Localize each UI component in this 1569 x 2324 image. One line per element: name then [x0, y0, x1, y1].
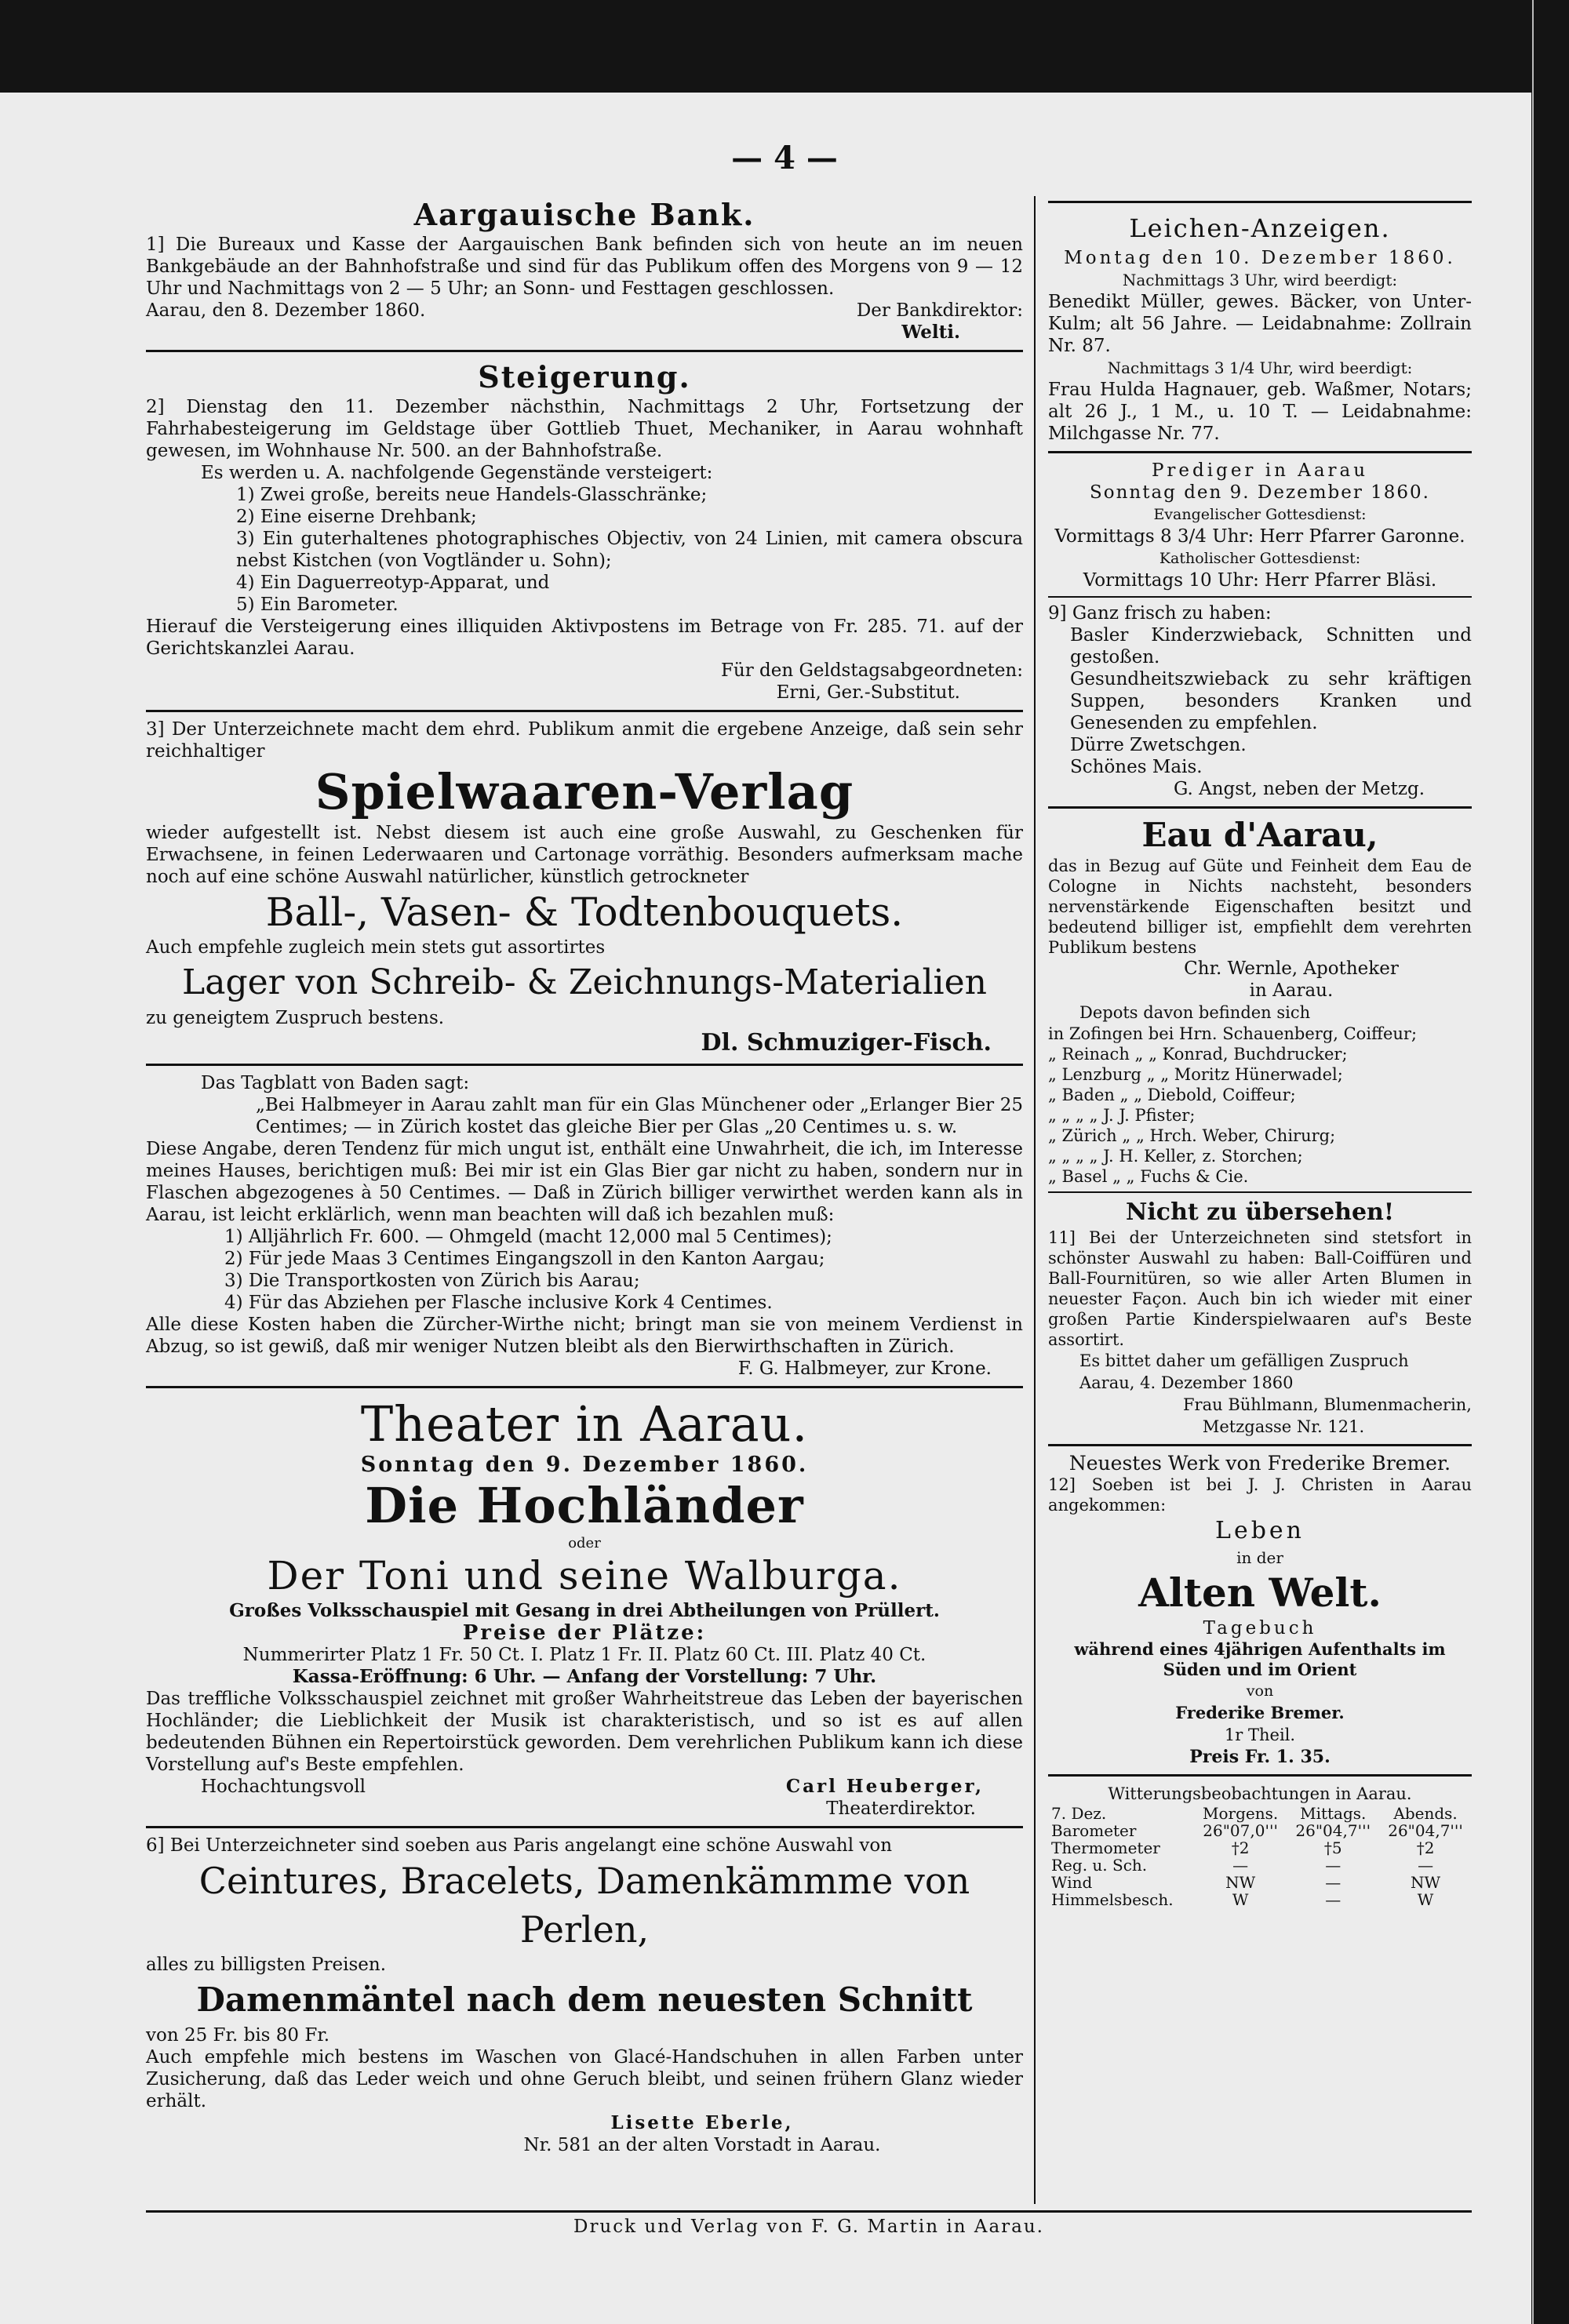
theater-notice: [146, 1395, 1023, 1820]
divider: [146, 1064, 1023, 1066]
zwieback-sig: G. Angst, neben der Metzg.: [1173, 779, 1425, 799]
pearls-title: Ceintures, Bracelets, Damenkämmme von Perlen,: [198, 1860, 970, 1951]
divider: [146, 350, 1023, 352]
pearls-notice: [146, 1835, 1023, 2156]
theater-play2: Der Toni und seine Walburga.: [267, 1553, 902, 1598]
page-number: — 4 —: [731, 140, 838, 176]
beer-item: 1) Alljährlich Fr. 600. — Ohmgeld (macht 12,000 mal 5 Centimes);: [224, 1227, 832, 1247]
table-cell: Wind: [1051, 1873, 1093, 1892]
theater-times: Kassa-Eröffnung: 6 Uhr. — Anfang der Vorstellung: 7 Uhr.: [292, 1666, 877, 1687]
auction-intro: 2] Dienstag den 11. Dezember nächsthin, Nachmittags 2 Uhr, Fortsetzung der Fahrhabesteigerung im Geldstage über Gottlieb Thuet, Mechaniker, in Aarau wohnhaft gewesen, im Wohnhause Nr. 500. an der Bahnhofstraße.: [146, 397, 1023, 461]
funeral-date: Montag den 10. Dezember 1860.: [1064, 248, 1456, 268]
funeral-time: Nachmittags 3 Uhr, wird beerdigt:: [1122, 271, 1398, 289]
pearls-intro: 6] Bei Unterzeichneter sind soeben aus Paris angelangt eine schöne Auswahl von: [146, 1835, 893, 1856]
eau-depot: „ „ „ „ J. H. Keller, z. Storchen;: [1048, 1147, 1303, 1166]
divider: [1048, 1444, 1472, 1446]
table-cell: W: [1232, 1890, 1249, 1909]
auction-item: 2) Eine eiserne Drehbank;: [236, 507, 477, 527]
table-row: [1048, 1805, 1472, 1822]
table-row: [1048, 1822, 1472, 1839]
funeral-entry: Benedikt Müller, gewes. Bäcker, von Unter-Kulm; alt 56 Jahre. — Leidabnahme: Zollrain Nr. 87.: [1048, 292, 1472, 356]
eau-sig-place: in Aarau.: [1249, 980, 1334, 1001]
table-cell: —: [1325, 1856, 1341, 1875]
table-cell: Reg. u. Sch.: [1051, 1856, 1148, 1875]
table-cell: Mittags.: [1300, 1804, 1367, 1823]
theater-sig-title: Theaterdirektor.: [826, 1798, 976, 1819]
book-title: Neuestes Werk von Frederike Bremer.: [1068, 1452, 1451, 1475]
weather-table: [1048, 1805, 1472, 1908]
table-row: [1048, 1891, 1472, 1908]
pearls-sig-addr: Nr. 581 an der alten Vorstadt in Aarau.: [523, 2135, 881, 2155]
theater-play: Die Hochländer: [365, 1477, 804, 1534]
preachers-kath-label: Katholischer Gottesdienst:: [1159, 550, 1361, 567]
table-row: [1048, 1839, 1472, 1857]
eau-depot: „ „ „ „ J. J. Pfister;: [1048, 1106, 1196, 1125]
left-column: [146, 196, 1023, 2156]
notice-line: Es bittet daher um gefälligen Zuspruch: [1079, 1351, 1409, 1370]
column-divider: [1034, 196, 1036, 2204]
eau-depot: „ Zürich „ „ Hrch. Weber, Chirurg;: [1048, 1126, 1336, 1145]
zwieback-line: Basler Kinderzwieback, Schnitten und gestoßen.: [1070, 625, 1472, 667]
divider: [146, 1386, 1023, 1388]
theater-prices: Nummerirter Platz 1 Fr. 50 Ct. I. Platz 1 Fr. II. Platz 60 Ct. III. Platz 40 Ct.: [242, 1645, 926, 1665]
theater-greeting: Hochachtungsvoll: [201, 1777, 366, 1797]
table-row: [1048, 1857, 1472, 1874]
eau-sig-name: Chr. Wernle, Apotheker: [1184, 958, 1399, 979]
divider: [146, 1826, 1023, 1828]
table-cell: W: [1417, 1890, 1434, 1909]
preachers-ev-label: Evangelischer Gottesdienst:: [1153, 506, 1367, 523]
book-line: von: [1246, 1682, 1274, 1700]
book-line: während eines 4jährigen Aufenthalts im Süden und im Orient: [1074, 1639, 1446, 1679]
footer-rule: [146, 2210, 1472, 2213]
beer-sig: F. G. Halbmeyer, zur Krone.: [737, 1358, 992, 1379]
beer-body: Diese Angabe, deren Tendenz für mich ungut ist, enthält eine Unwahrheit, die ich, im Interesse meines Hauses, berichtigen muß: Bei mir ist ein Glas Bier gar nicht zu haben, sondern nur in Flaschen abgezogenes à 50 Centimes. — Daß in Zürich billiger verwirthet werden kann als in Aarau, ist leicht erklärlich, wenn man beachten will daß ich bezahlen muß:: [146, 1139, 1023, 1225]
table-cell: NW: [1411, 1873, 1441, 1892]
preachers-date: Sonntag den 9. Dezember 1860.: [1089, 482, 1430, 503]
divider: [1048, 806, 1472, 809]
bank-body: 1] Die Bureaux und Kasse der Aargauischen Bank befinden sich von heute an im neuen Bankgebäude an der Bahnhofstraße und sind für das Publikum offen des Morgens von 9 — 12 Uhr und Nachmittags von 2 — 5 Uhr; an Sonn- und Festtagen geschlossen.: [146, 235, 1023, 299]
eau-depot: in Zofingen bei Hrn. Schauenberg, Coiffeur;: [1048, 1024, 1418, 1043]
pearls-body: Auch empfehle mich bestens im Waschen von Glacé-Handschuhen in allen Farben unter Zusicherung, daß das Leder weich und ohne Geruch bleibt, und seinen frühern Glanz wieder erhält.: [146, 2047, 1023, 2111]
pearls-title2: Damenmäntel nach dem neuesten Schnitt: [196, 1980, 973, 2019]
book-price: Preis Fr. 1. 35.: [1189, 1747, 1331, 1767]
table-row: [1048, 1874, 1472, 1891]
beer-item: 2) Für jede Maas 3 Centimes Eingangszoll in den Kanton Aargau;: [224, 1249, 825, 1269]
auction-sig-label: Für den Geldstagsabgeordneten:: [720, 660, 1023, 681]
bank-title: Aargauische Bank.: [413, 197, 755, 232]
beer-lead: Das Tagblatt von Baden sagt:: [201, 1073, 470, 1093]
eau-depot: „ Lenzburg „ „ Moritz Hünerwadel;: [1048, 1065, 1343, 1084]
divider: [1048, 201, 1472, 203]
notice-sig: Frau Bühlmann, Blumenmacherin,: [1182, 1395, 1472, 1414]
book-line: in der: [1236, 1548, 1283, 1567]
auction-closing: Hierauf die Versteigerung eines illiquiden Aktivpostens im Betrage von Fr. 285. 71. auf der Gerichtskanzlei Aarau.: [146, 616, 1023, 659]
toys-tail: zu geneigtem Zuspruch bestens.: [146, 1008, 445, 1028]
table-cell: Barometer: [1051, 1821, 1137, 1840]
funeral-time: Nachmittags 3 1/4 Uhr, wird beerdigt:: [1107, 358, 1413, 377]
book-line: Alten Welt.: [1138, 1569, 1382, 1616]
auction-notice: [146, 358, 1023, 704]
theater-prices-title: Preise der Plätze:: [462, 1621, 707, 1645]
book-notice: [1048, 1453, 1472, 1768]
table-cell: —: [1325, 1873, 1341, 1892]
table-cell: Abends.: [1393, 1804, 1458, 1823]
weather-observations: [1048, 1783, 1472, 1908]
table-cell: —: [1232, 1856, 1249, 1875]
auction-sig-name: Erni, Ger.-Substitut.: [776, 682, 960, 703]
eau-notice: [1048, 815, 1472, 1187]
beer-notice: [146, 1072, 1023, 1380]
auction-item: 1) Zwei große, bereits neue Handels-Glasschränke;: [236, 485, 708, 505]
preachers-ev: Vormittags 8 3/4 Uhr: Herr Pfarrer Garonne.: [1054, 526, 1465, 547]
weather-title: Witterungsbeobachtungen in Aarau.: [1108, 1784, 1412, 1803]
pearls-line: alles zu billigsten Preisen.: [146, 1955, 387, 1975]
toys-notice: [146, 718, 1023, 1057]
eau-body: das in Bezug auf Güte und Feinheit dem Eau de Cologne in Nichts nachsteht, besonders nervenstärkende Eigenschaften besitzt und bedeutend billiger ist, empfiehlt dem verehrten Publikum bestens: [1048, 856, 1472, 957]
auction-lead: Es werden u. A. nachfolgende Gegenstände versteigert:: [201, 463, 713, 483]
toys-body: wieder aufgestellt ist. Nebst diesem ist auch eine große Auswahl, zu Geschenken für Erwachsene, in feinen Lederwaaren und Cartonage vorräthig. Besonders aufmerksam mache noch auf eine schöne Auswahl natürlicher, künstlich getrockneter: [146, 823, 1023, 887]
divider: [1048, 596, 1472, 598]
auction-item: 4) Ein Daguerreotyp-Apparat, und: [236, 573, 550, 593]
table-cell: NW: [1225, 1873, 1256, 1892]
pearls-sig-name: Lisette Eberle,: [610, 2112, 794, 2133]
zwieback-line: 9] Ganz frisch zu haben:: [1048, 603, 1272, 624]
zwieback-notice: [1048, 602, 1472, 800]
table-cell: —: [1325, 1890, 1341, 1909]
eau-depots-lead: Depots davon befinden sich: [1079, 1003, 1311, 1022]
theater-sig-name: Carl Heuberger,: [785, 1776, 984, 1797]
auction-item: 5) Ein Barometer.: [236, 595, 399, 615]
preachers-kath: Vormittags 10 Uhr: Herr Pfarrer Bläsi.: [1083, 570, 1437, 591]
theater-title: Theater in Aarau.: [360, 1395, 809, 1453]
toys-subtitle: Ball-, Vasen- & Todtenbouquets.: [265, 889, 904, 935]
table-cell: —: [1418, 1856, 1434, 1875]
zwieback-line: Schönes Mais.: [1070, 757, 1203, 777]
notice-title: Nicht zu übersehen!: [1125, 1198, 1395, 1226]
preachers-title: Prediger in Aarau: [1151, 460, 1369, 481]
pearls-price: von 25 Fr. bis 80 Fr.: [146, 2025, 330, 2046]
toys-line: Auch empfehle zugleich mein stets gut assortirtes: [146, 937, 606, 958]
book-intro: 12] Soeben ist bei J. J. Christen in Aarau angekommen:: [1048, 1475, 1472, 1515]
book-line: Leben: [1215, 1517, 1305, 1544]
table-cell: 26"04,7''': [1295, 1821, 1371, 1840]
theater-body: Das treffliche Volksschauspiel zeichnet mit großer Wahrheitstreue das Leben der bayerischen Hochländer; die Lieblichkeit der Musik ist charakteristisch, und so ist es auf allen bedeutenden Bühnen ein Repertoirstück geworden. Dem verehrlichen Publikum kann ich diese Vorstellung auf's Beste empfehlen.: [146, 1689, 1023, 1775]
theater-date: Sonntag den 9. Dezember 1860.: [360, 1453, 809, 1477]
preachers-notice: [1048, 460, 1472, 591]
notice-date: Aarau, 4. Dezember 1860: [1079, 1373, 1294, 1392]
bank-date: Aarau, den 8. Dezember 1860.: [146, 300, 426, 321]
divider: [1048, 1774, 1472, 1777]
bank-sig-name: Welti.: [901, 322, 960, 343]
funeral-notices: [1048, 209, 1472, 445]
theater-oder: oder: [568, 1535, 601, 1551]
bank-sig-label: Der Bankdirektor:: [856, 300, 1023, 321]
bank-notice: [146, 196, 1023, 344]
auction-item: 3) Ein guterhaltenes photographisches Objectiv, von 24 Linien, mit camera obscura nebst Kistchen (von Vogtländer u. Sohn);: [236, 529, 1023, 571]
table-cell: 7. Dez.: [1051, 1804, 1107, 1823]
beer-item: 4) Für das Abziehen per Flasche inclusive Kork 4 Centimes.: [224, 1293, 773, 1313]
book-line: Frederike Bremer.: [1175, 1703, 1345, 1722]
divider: [1048, 1191, 1472, 1193]
notice-not-to-miss: [1048, 1198, 1472, 1438]
table-cell: †2: [1231, 1838, 1250, 1857]
right-column: [1048, 196, 1472, 1908]
divider: [1048, 451, 1472, 453]
eau-depot: „ Basel „ „ Fuchs & Cie.: [1048, 1167, 1249, 1186]
table-cell: Thermometer: [1051, 1838, 1160, 1857]
notice-addr: Metzgasse Nr. 121.: [1202, 1417, 1365, 1436]
page-edge: [1532, 0, 1534, 2324]
toys-subtitle2: Lager von Schreib- & Zeichnungs-Materialien: [182, 962, 987, 1002]
divider: [146, 710, 1023, 712]
table-cell: Himmelsbesch.: [1051, 1890, 1174, 1909]
book-line: Tagebuch: [1203, 1618, 1317, 1638]
table-cell: 26"07,0''': [1203, 1821, 1278, 1840]
beer-item: 3) Die Transportkosten von Zürich bis Aarau;: [224, 1271, 640, 1291]
eau-depot: „ Reinach „ „ Konrad, Buchdrucker;: [1048, 1045, 1348, 1064]
book-line: 1r Theil.: [1224, 1726, 1296, 1744]
imprint: Druck und Verlag von F. G. Martin in Aarau.: [573, 2217, 1044, 2237]
toys-intro: 3] Der Unterzeichnete macht dem ehrd. Publikum anmit die ergebene Anzeige, daß sein sehr reichhaltiger: [146, 719, 1023, 762]
theater-genre: Großes Volksschauspiel mit Gesang in drei Abtheilungen von Prüllert.: [229, 1600, 940, 1621]
funeral-title: Leichen-Anzeigen.: [1129, 213, 1391, 243]
zwieback-line: Dürre Zwetschgen.: [1070, 735, 1247, 755]
table-cell: †5: [1323, 1838, 1342, 1857]
table-cell: †2: [1416, 1838, 1435, 1857]
table-cell: 26"04,7''': [1388, 1821, 1463, 1840]
eau-depot: „ Baden „ „ Diebold, Coiffeur;: [1048, 1086, 1296, 1104]
funeral-entry: Frau Hulda Hagnauer, geb. Waßmer, Notars; alt 26 J., 1 M., u. 10 T. — Leidabnahme: Milchgasse Nr. 77.: [1048, 380, 1472, 444]
notice-body: 11] Bei der Unterzeichneten sind stetsfort in schönster Auswahl zu haben: Ball-Coiffüren und Ball-Fournitüren, so wie aller Arten Blumen in neuester Façon. Auch bin ich wieder mit einer großen Partie Kinderspielwaaren auf's Beste assortirt.: [1048, 1228, 1472, 1349]
toys-title: Spielwaaren-Verlag: [315, 763, 854, 820]
beer-quote: „Bei Halbmeyer in Aarau zahlt man für ein Glas Münchener oder „Erlanger Bier 25 Centimes; — in Zürich kostet das gleiche Bier per Glas „20 Centimes u. s. w.: [256, 1095, 1023, 1137]
toys-sig: Dl. Schmuziger-Fisch.: [701, 1029, 992, 1057]
table-cell: Morgens.: [1203, 1804, 1279, 1823]
eau-title: Eau d'Aarau,: [1141, 816, 1378, 854]
zwieback-line: Gesundheitszwieback zu sehr kräftigen Suppen, besonders Kranken und Genesenden zu empfehlen.: [1070, 669, 1472, 733]
auction-title: Steigerung.: [478, 359, 691, 395]
beer-closing: Alle diese Kosten haben die Zürcher-Wirthe nicht; bringt man sie von meinem Verdienst in Abzug, so ist gewiß, daß mir weniger Nutzen bleibt als den Bierwirthschaften in Zürich.: [146, 1315, 1023, 1357]
